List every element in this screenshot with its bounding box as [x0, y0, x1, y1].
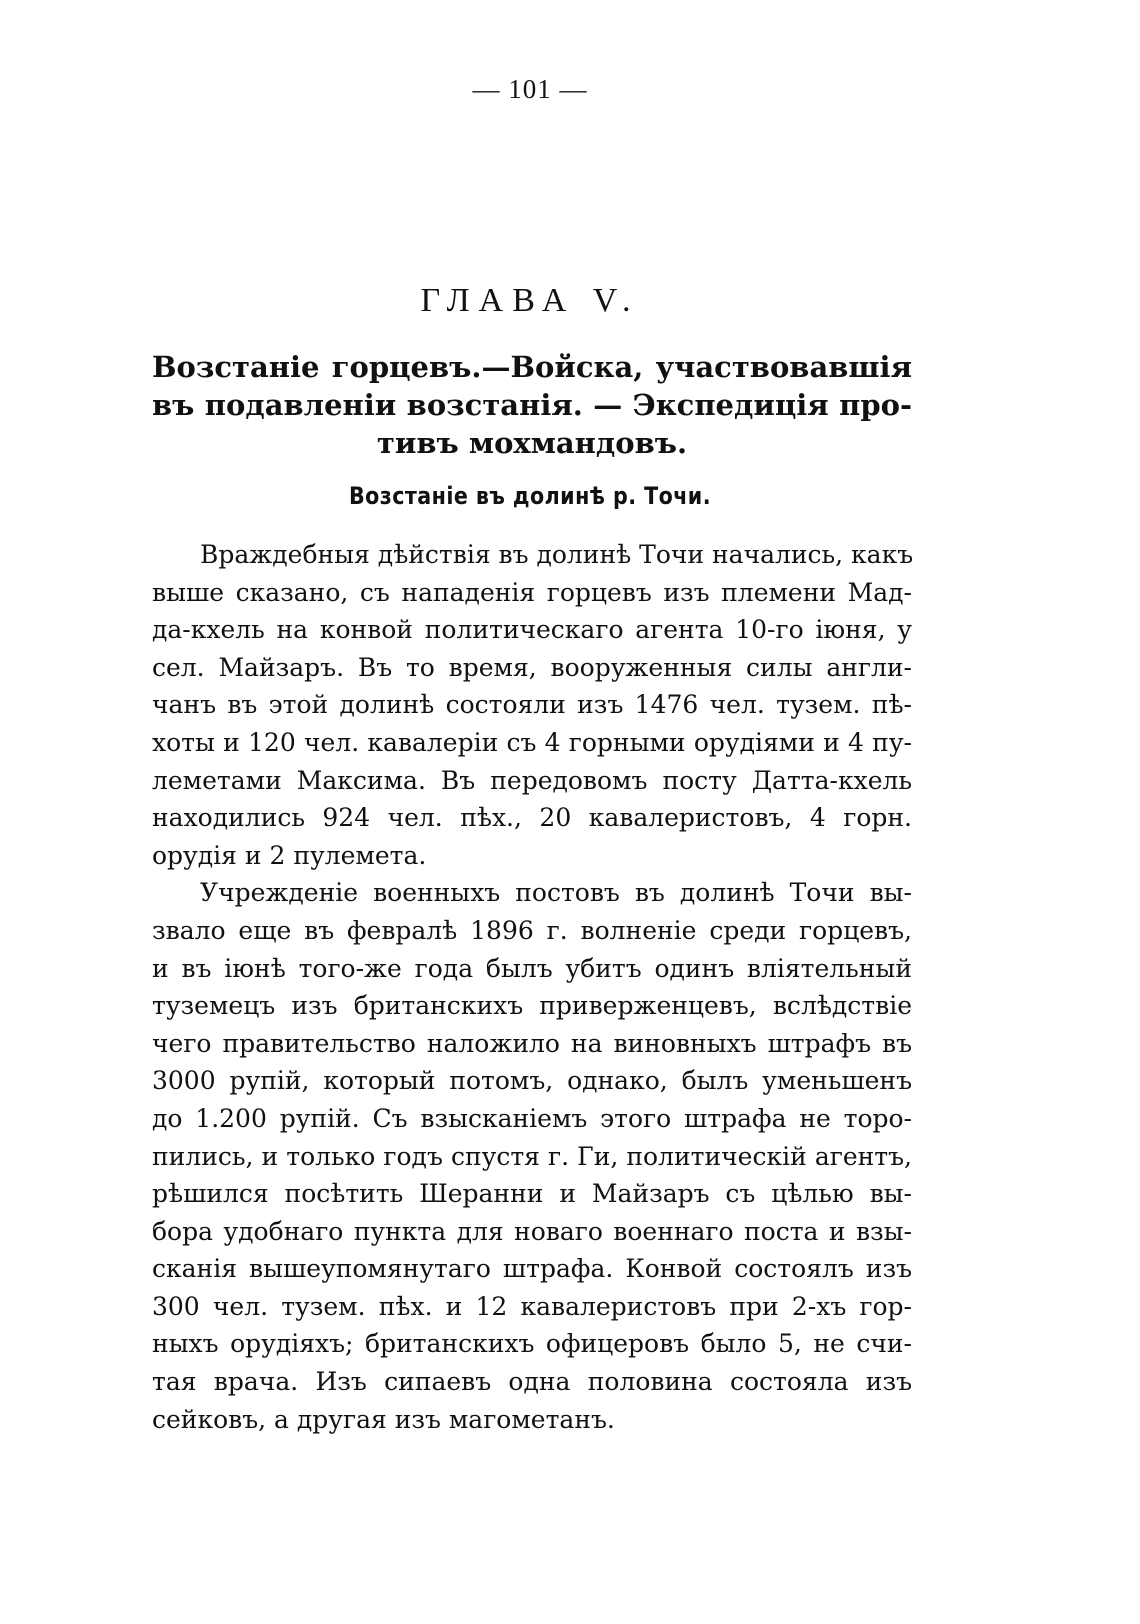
text-line: да-кхель на конвой политическаго агента 10-го іюня, у	[152, 615, 912, 645]
chapter-heading-line: въ подавленіи возстанія. — Экспедиція про-	[152, 388, 912, 422]
text-line: находились 924 чел. пѣх., 20 кавалеристовъ, 4 горн.	[152, 803, 912, 833]
text-line: 300 чел. тузем. пѣх. и 12 кавалеристовъ при 2-хъ гор-	[152, 1291, 912, 1321]
section-title: Возстаніе въ долинѣ р. Точи.	[349, 482, 711, 510]
text-line: пились, и только годъ спустя г. Ги, политическій агентъ,	[152, 1141, 912, 1171]
text-line: хоты и 120 чел. кавалеріи съ 4 горными орудіями и 4 пу-	[152, 727, 912, 757]
text-line: туземецъ изъ британскихъ приверженцевъ, вслѣдствіе	[152, 991, 912, 1021]
text-line: до 1.200 рупій. Съ взысканіемъ этого штрафа не торо-	[152, 1103, 912, 1133]
text-line: звало еще въ февралѣ 1896 г. волненіе среди горцевъ,	[152, 915, 912, 945]
body-text	[152, 536, 912, 1438]
chapter-heading	[152, 348, 912, 462]
chapter-title: ГЛАВА V.	[420, 282, 640, 319]
text-line: чего правительство наложило на виновныхъ штрафъ въ	[152, 1028, 912, 1058]
text-line: выше сказано, съ нападенія горцевъ изъ племени Мад-	[152, 577, 912, 607]
text-line: и въ іюнѣ того-же года былъ убитъ одинъ вліятельный	[152, 953, 912, 983]
text-line: сел. Майзаръ. Въ то время, вооруженныя силы англи-	[152, 652, 912, 682]
page-number: — 101 —	[472, 74, 588, 104]
text-line: тая врача. Изъ сипаевъ одна половина состояла изъ	[152, 1367, 912, 1397]
text-line: Учрежденіе военныхъ постовъ въ долинѣ Точи вы-	[200, 878, 912, 908]
chapter-heading-line: тивъ мохмандовъ.	[376, 426, 688, 460]
text-line: 3000 рупій, который потомъ, однако, былъ уменьшенъ	[152, 1066, 912, 1096]
text-line: чанъ въ этой долинѣ состояли изъ 1476 чел. тузем. пѣ-	[152, 690, 912, 720]
text-line: орудія и 2 пулемета.	[152, 840, 427, 870]
text-line: сканія вышеупомянутаго штрафа. Конвой состоялъ изъ	[152, 1254, 912, 1284]
text-line: ныхъ орудіяхъ; британскихъ офицеровъ было 5, не счи-	[152, 1329, 912, 1359]
chapter-heading-line: Возстаніе горцевъ.—Войска, участвовавшія	[152, 350, 912, 384]
text-line: рѣшился посѣтить Шеранни и Майзаръ съ цѣлью вы-	[152, 1179, 912, 1209]
text-line: сейковъ, а другая изъ магометанъ.	[152, 1404, 615, 1434]
text-line: бора удобнаго пункта для новаго военнаго поста и взы-	[152, 1216, 912, 1246]
text-line: леметами Максима. Въ передовомъ посту Датта-кхель	[152, 765, 912, 795]
text-line: Враждебныя дѣйствія въ долинѣ Точи начались, какъ	[200, 540, 914, 569]
